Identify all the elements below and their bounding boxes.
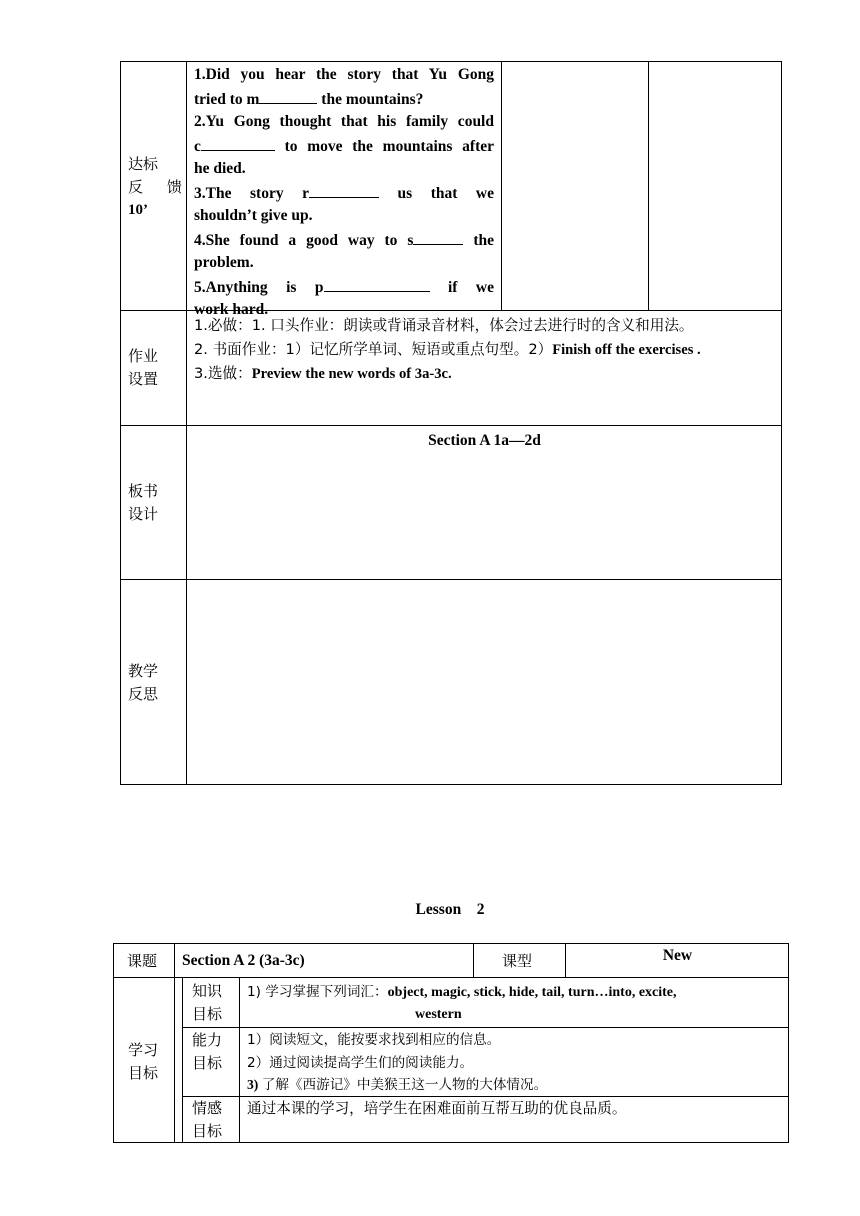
- table-divider: [239, 978, 240, 1143]
- feedback-label-char: 反: [128, 178, 144, 196]
- board-label-line: 设计: [128, 505, 159, 523]
- ability-item: 1）阅读短文，能按要求找到相应的信息。: [247, 1032, 501, 1048]
- knowledge-line-2: western: [415, 1007, 462, 1022]
- ability-label: [192, 1029, 222, 1075]
- topic-label: 课题: [127, 952, 158, 970]
- question-4-line: 4.She found a good way to s the: [194, 228, 494, 253]
- table-divider: [186, 61, 187, 785]
- homework-label-line: 设置: [128, 370, 159, 388]
- table-divider: [174, 943, 175, 1143]
- homework-line-2: 2. 书面作业：1）记忆所学单词、短语或重点句型。2）Finish off the exercises .: [194, 341, 701, 358]
- knowledge-label: [192, 980, 222, 1026]
- table-divider: [120, 579, 782, 580]
- homework-line-1: 1.必做：1. 口头作业：朗读或背诵录音材料，体会过去进行时的含义和用法。: [194, 317, 694, 334]
- reflection-label-line: 反思: [128, 685, 159, 703]
- ability-label-line: 目标: [192, 1054, 223, 1072]
- board-label: [128, 480, 158, 526]
- emotion-label-line: 情感: [192, 1099, 223, 1117]
- table-divider: [120, 425, 782, 426]
- board-label-line: 板书: [128, 482, 159, 500]
- question-3-line: 3.The story r us that we: [194, 181, 494, 206]
- feedback-label: [128, 153, 182, 222]
- question-2-line: he died.: [194, 160, 246, 177]
- emotion-label: [192, 1097, 222, 1143]
- emotion-text: 通过本课的学习，培学生在困难面前互帮互助的优良品质。: [247, 1100, 627, 1117]
- knowledge-line-1: 1) 学习掌握下列词汇：object, magic, stick, hide, tail, turn…into, excite,: [247, 984, 677, 1000]
- answer-blank: [413, 228, 463, 245]
- knowledge-label-line: 目标: [192, 1005, 223, 1023]
- feedback-questions: [194, 64, 494, 322]
- table-divider: [648, 61, 649, 310]
- objectives-label-line: 目标: [128, 1064, 159, 1082]
- answer-blank: [259, 87, 317, 104]
- ability-item: 2）通过阅读提高学生们的阅读能力。: [247, 1054, 474, 1071]
- question-1-line: 1.Did you hear the story that Yu Gong: [194, 66, 494, 83]
- table-divider: [182, 1027, 789, 1028]
- question-3-line: shouldn’t give up.: [194, 207, 313, 224]
- feedback-label-char: 馈: [166, 178, 182, 196]
- homework-line-3: 3.选做：Preview the new words of 3a-3c.: [194, 365, 452, 382]
- lesson-title: Lesson 2: [415, 901, 485, 918]
- question-5-line: work hard.: [194, 301, 269, 318]
- answer-blank: [201, 134, 275, 151]
- feedback-label-line2: [128, 176, 182, 199]
- objectives-label-line: 学习: [128, 1041, 159, 1059]
- ability-item: 3) 了解《西游记》中美猴王这一人物的大体情况。: [247, 1077, 548, 1093]
- type-label: 课型: [502, 952, 533, 970]
- table-divider: [182, 978, 183, 1143]
- topic-value: Section A 2 (3a-3c): [182, 952, 305, 969]
- answer-blank: [309, 181, 379, 198]
- question-5-line: 5.Anything is p if we: [194, 275, 494, 300]
- question-1-line: tried to m the mountains?: [194, 87, 494, 112]
- homework-label-line: 作业: [128, 347, 159, 365]
- question-2-line: c to move the mountains after: [194, 134, 494, 159]
- knowledge-content: [247, 981, 787, 1026]
- table-divider: [113, 977, 789, 978]
- objectives-label: [128, 1039, 158, 1085]
- ability-label-line: 能力: [192, 1031, 223, 1049]
- feedback-label-line1: 达标: [128, 155, 159, 173]
- ability-content: [247, 1029, 547, 1097]
- reflection-label-line: 教学: [128, 662, 159, 680]
- type-value: New: [662, 947, 693, 964]
- question-2-line: 2.Yu Gong thought that his family could: [194, 113, 494, 130]
- table-divider: [501, 61, 502, 310]
- table-divider: [473, 943, 474, 978]
- homework-label: [128, 345, 158, 391]
- knowledge-label-line: 知识: [192, 982, 223, 1000]
- homework-content: [194, 314, 780, 386]
- feedback-time: 10’: [128, 202, 148, 218]
- board-title: Section A 1a—2d: [428, 432, 541, 449]
- answer-blank: [324, 275, 430, 292]
- emotion-label-line: 目标: [192, 1122, 223, 1140]
- question-4-line: problem.: [194, 254, 254, 271]
- reflection-label: [128, 660, 158, 706]
